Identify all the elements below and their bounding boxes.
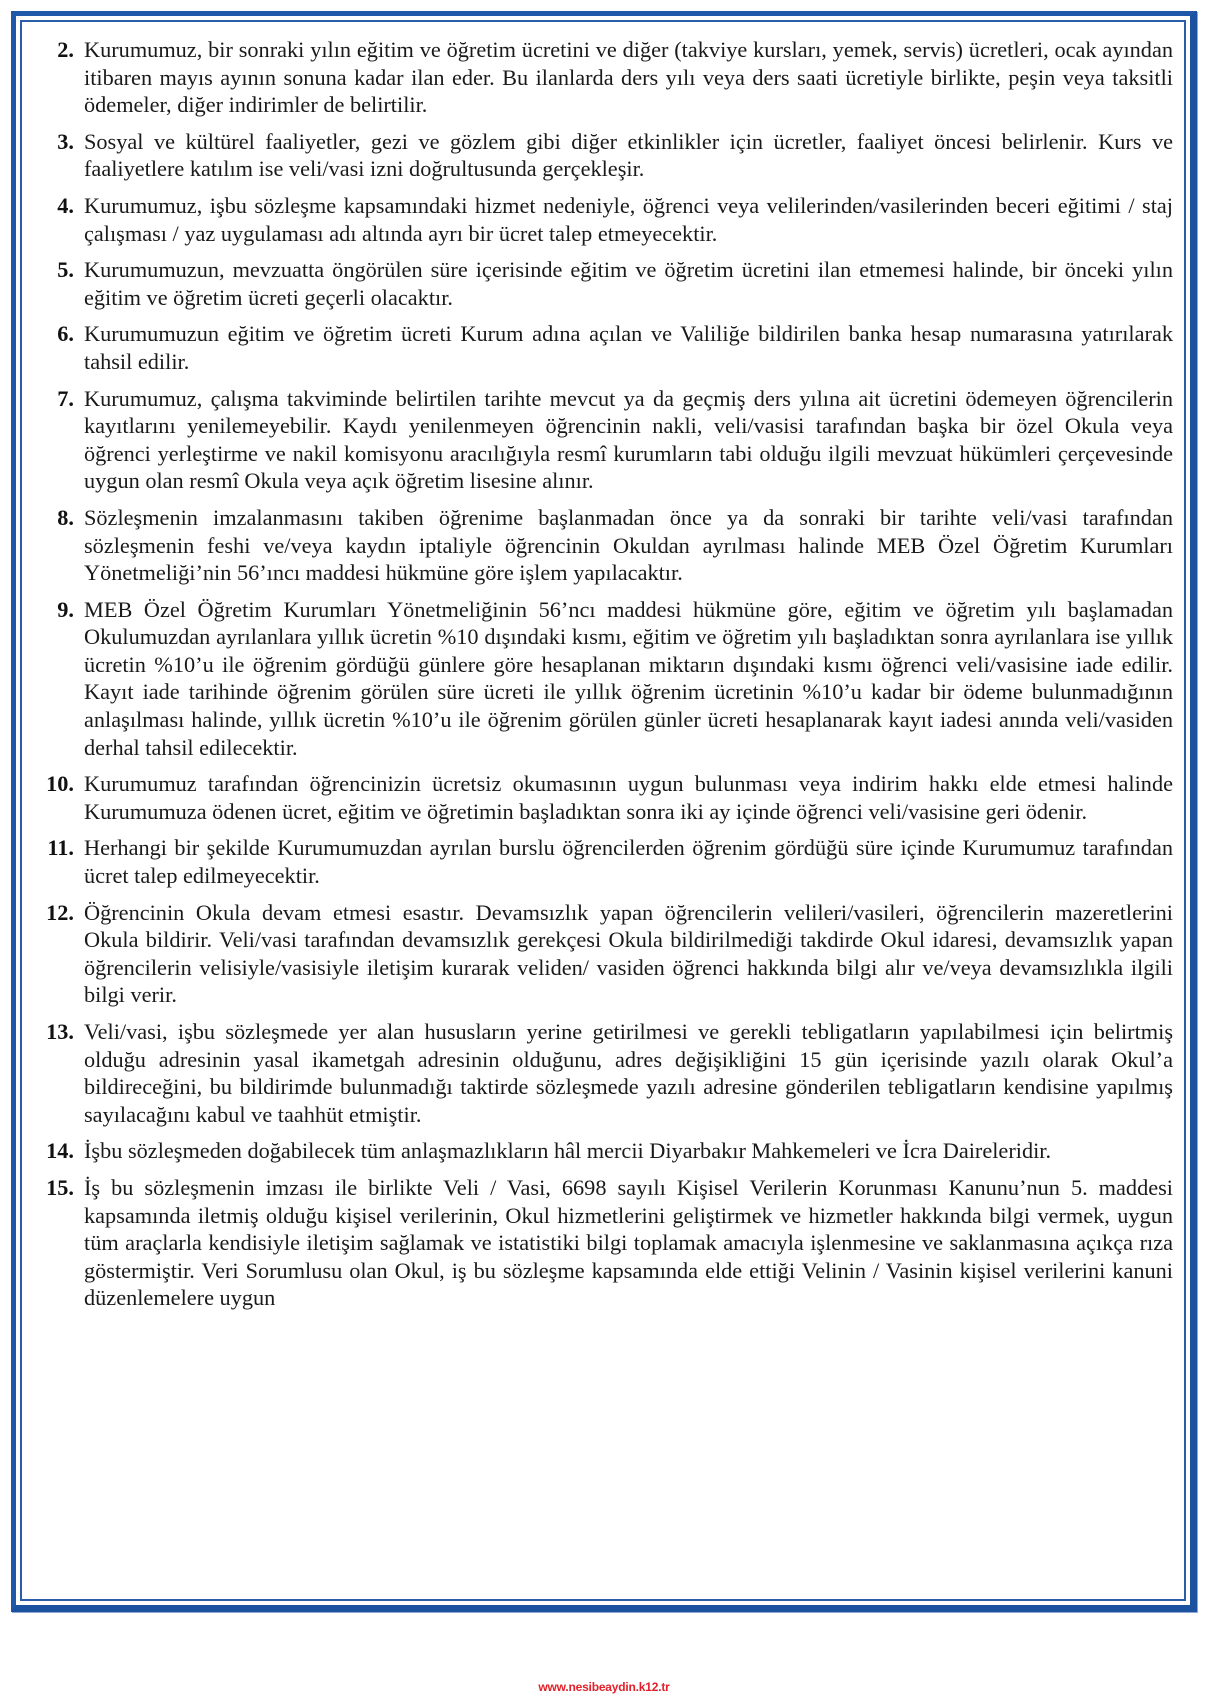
clause-4	[28, 192, 1173, 247]
clause-number: 3.	[57, 128, 74, 154]
clause-14	[28, 1137, 1173, 1165]
clause-text: Öğrencinin Okula devam etmesi esastır. Devamsızlık yapan öğrencilerin velileri/vasileri, öğrencilerin mazeretlerini Okula bildirir. Veli/vasi tarafından devamsızlık gerekçesi Okula bildirilmediği takdirde Okul idaresi, devamsızlık yapan öğrencilerin velisiyle/vasisiyle iletişim kurarak veliden/ vasiden öğrenci hakkında bilgi alır ve/veya devamsızlıkla ilgili bilgi verir.	[84, 899, 1173, 1008]
clause-text: İş bu sözleşmenin imzası ile birlikte Veli / Vasi, 6698 sayılı Kişisel Verilerin Korunması Kanunu’nun 5. maddesi kapsamında iletmiş olduğu kişisel verilerinin, Okul hizmetlerini geliştirmek ve hizmetler hakkında bilgi vermek, uygun tüm araçlarla kendisiyle iletişim sağlamak ve istatistiki bilgi toplamak amacıyla işlenmesine ve saklanmasına açıkça rıza göstermiştir. Veri Sorumlusu olan Okul, iş bu sözleşme kapsamında elde ettiği Velinin / Vasinin kişisel verilerini kanuni düzenlemelere uygun	[84, 1174, 1173, 1311]
clause-11	[28, 834, 1173, 889]
clause-number: 9.	[57, 596, 74, 622]
clause-12	[28, 899, 1173, 1009]
clause-3	[28, 128, 1173, 183]
clause-number: 5.	[57, 257, 74, 283]
clause-text: İşbu sözleşmeden doğabilecek tüm anlaşmazlıkların hâl mercii Diyarbakır Mahkemeleri ve İcra Daireleridir.	[84, 1138, 1052, 1164]
clause-number: 10.	[46, 771, 74, 797]
clause-number: 2.	[57, 37, 74, 62]
clause-number: 6.	[57, 321, 74, 347]
footer-website-link[interactable]: www.nesibeaydin.k12.tr	[538, 1680, 670, 1694]
clause-text: Kurumumuz, çalışma takviminde belirtilen tarihte mevcut ya da geçmiş ders yılına ait ücretini ödemeyen öğrencilerin kayıtlarını yenilemeyebilir. Kaydı yenilenmeyen öğrencinin nakli, veli/vasisi tarafından başka bir özel Okula veya öğrenci yerleştirme ve nakil komisyonu aracılığıyla resmî kurumların tabi olduğu ilgili mevzuat hükümleri çerçevesinde uygun olan resmî Okula veya açık öğretim lisesine alınır.	[84, 385, 1173, 494]
clause-number: 8.	[57, 504, 74, 530]
clause-text: Kurumumuz, bir sonraki yılın eğitim ve öğretim ücretini ve diğer (takviye kursları, yemek, servis) ücretleri, ocak ayından itibaren mayıs ayının sonuna kadar ilan eder. Bu ilanlarda ders yılı veya ders saati ücretiyle birlikte, peşin veya taksitli ödemeler, diğer indirimler de belirtilir.	[84, 37, 1173, 118]
clause-text: Herhangi bir şekilde Kurumumuzdan ayrılan burslu öğrencilerden öğrenim gördüğü süre içinde Kurumumuz tarafından ücret talep edilmeyecektir.	[84, 835, 1173, 889]
clause-text: Sosyal ve kültürel faaliyetler, gezi ve gözlem gibi diğer etkinlikler için ücretler, faaliyet öncesi belirlenir. Kurs ve faaliyetlere katılım ise veli/vasi izni doğrultusunda gerçekleşir.	[84, 128, 1173, 182]
clause-text: Kurumumuz tarafından öğrencinizin ücretsiz okumasının uygun bulunması veya indirim hakkı elde etmesi halinde Kurumumuza ödenen ücret, eğitim ve öğretimin başladıktan sonra iki ay içinde öğrenci veli/vasisine geri ödenir.	[84, 771, 1173, 824]
clause-number: 14.	[46, 1138, 74, 1164]
clause-text: Kurumumuzun, mevzuatta öngörülen süre içerisinde eğitim ve öğretim ücretini ilan etmemesi halinde, bir önceki yılın eğitim ve öğretim ücreti geçerli olacaktır.	[84, 257, 1173, 310]
clause-5	[28, 256, 1173, 311]
clause-text: MEB Özel Öğretim Kurumları Yönetmeliğinin 56’ncı maddesi hükmüne göre, eğitim ve öğretim yılı başlamadan Okulumuzdan ayrılanlara yıllık ücretin %10 dışındaki kısmı, eğitim ve öğretim yılı başladıktan sonra ayrılanlara ise yıllık ücretin %10’u ile öğrenim gördüğü günlere göre hesaplanan miktarın dışındaki kısmı öğrenci veli/vasisine iade edilir. Kayıt iade tarihinde öğrenim görülen süre ücreti ile yıllık öğrenim ücretinin %10’u kadar bir ödeme bulunmadığının anlaşılması halinde, yıllık ücretin %10’u ile öğrenim görülen günler ücreti hesaplanarak kayıt iadesi anında veli/vasiden derhal tahsil edilecektir.	[84, 596, 1173, 760]
clause-9	[28, 596, 1173, 762]
contract-clauses	[28, 36, 1173, 1321]
clause-number: 11.	[47, 835, 74, 861]
clause-number: 12.	[46, 899, 74, 925]
clause-8	[28, 504, 1173, 587]
clause-number: 4.	[57, 192, 74, 218]
clause-text: Sözleşmenin imzalanmasını takiben öğrenime başlanmadan önce ya da sonraki bir tarihte veli/vasi tarafından sözleşmenin feshi ve/veya kaydın iptaliyle öğrencinin Okuldan ayrılması halinde MEB Özel Öğretim Kurumları Yönetmeliği’nin 56’ıncı maddesi hükmüne göre işlem yapılacaktır.	[84, 504, 1173, 586]
clause-7	[28, 385, 1173, 495]
clause-text: Kurumumuzun eğitim ve öğretim ücreti Kurum adına açılan ve Valiliğe bildirilen banka hesap numarasına yatırılarak tahsil edilir.	[84, 321, 1173, 374]
clause-13	[28, 1018, 1173, 1128]
clause-2	[28, 36, 1173, 119]
clause-text: Veli/vasi, işbu sözleşmede yer alan hususların yerine getirilmesi ve gerekli tebligatların yapılabilmesi için belirtmiş olduğu adresinin yasal ikametgah adresinin olduğunu, adres değişikliğini 15 gün içerisinde yazılı olarak Okul’a bildireceğini, bu bildirimde bulunmadığı taktirde sözleşmede yazılı adresine gönderilen tebligatların kendisine yapılmış sayılacağını kabul ve taahhüt etmiştir.	[84, 1019, 1173, 1127]
clause-6	[28, 320, 1173, 375]
clause-text: Kurumumuz, işbu sözleşme kapsamındaki hizmet nedeniyle, öğrenci veya velilerinden/vasilerinden beceri eğitimi / staj çalışması / yaz uygulaması adı altında ayrı bir ücret talep etmeyecektir.	[84, 192, 1173, 246]
clause-number: 13.	[46, 1019, 74, 1044]
clause-10	[28, 770, 1173, 825]
clause-15	[28, 1174, 1173, 1312]
clause-number: 7.	[57, 385, 74, 411]
clause-number: 15.	[46, 1174, 74, 1200]
